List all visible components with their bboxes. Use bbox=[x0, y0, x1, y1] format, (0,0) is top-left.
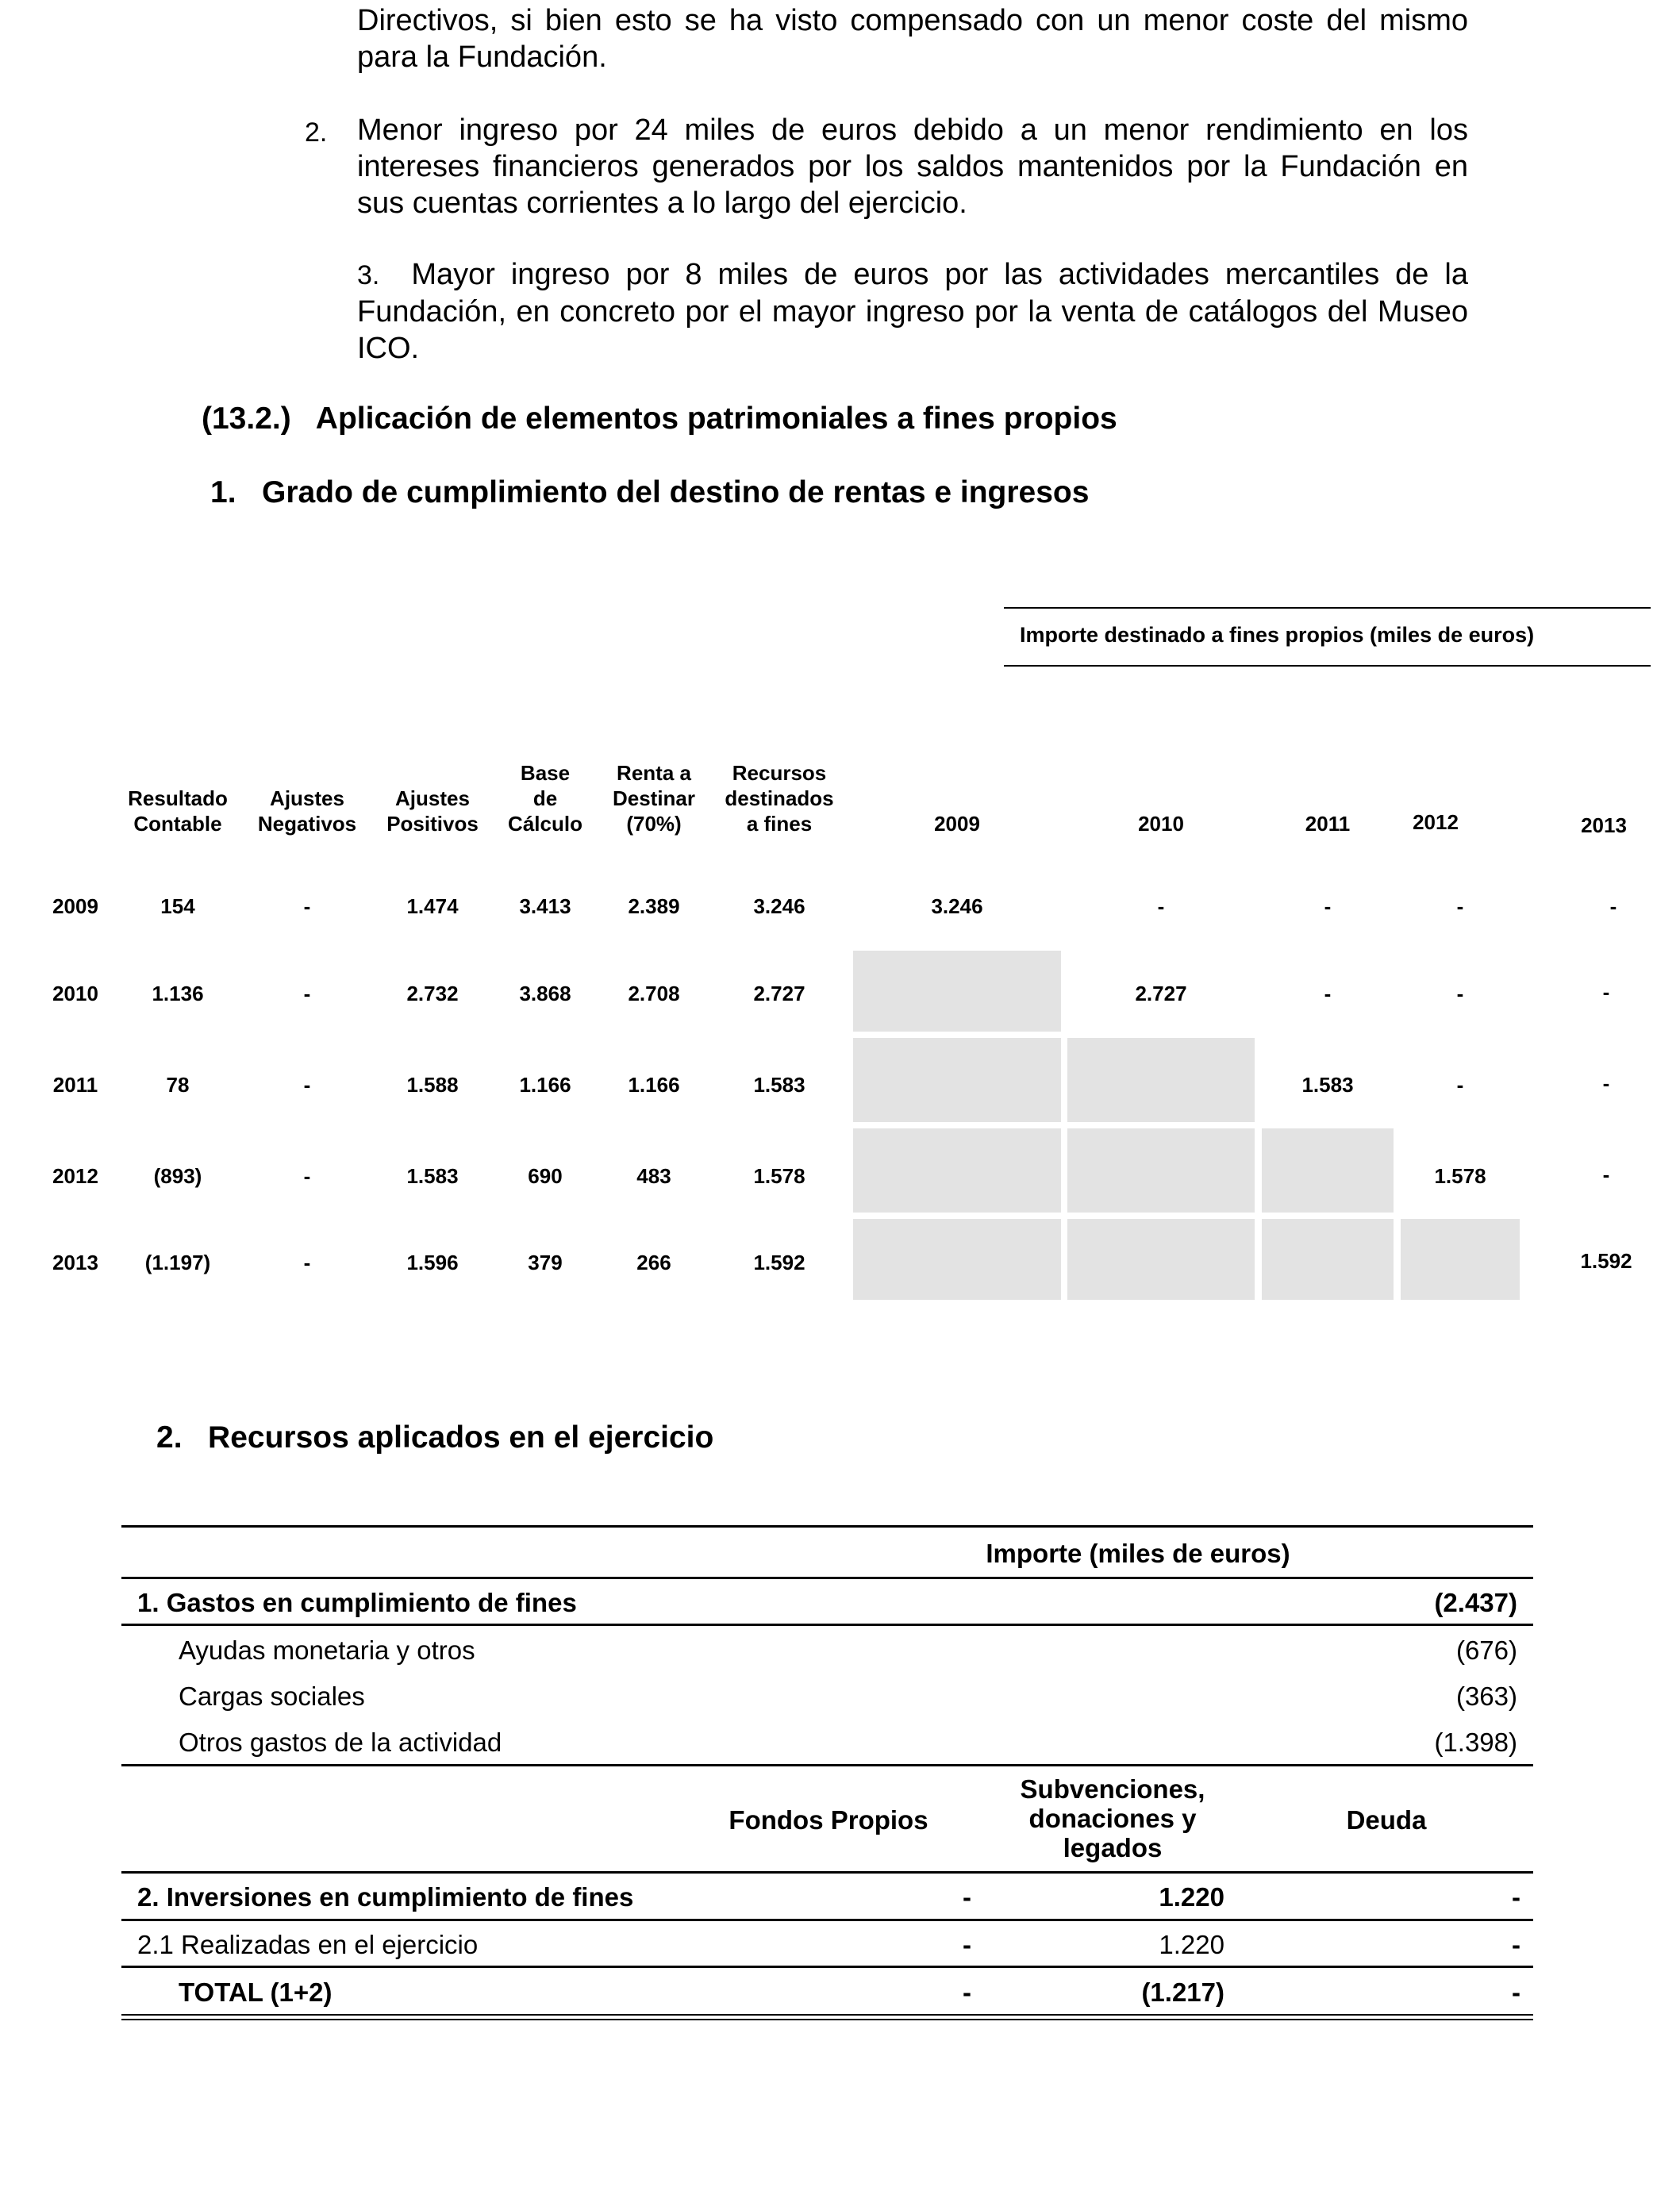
col-header-resultado: Resultado Contable bbox=[128, 786, 228, 836]
double-rule-bottom bbox=[121, 2019, 1533, 2020]
rule bbox=[121, 1624, 1533, 1626]
cell-2012: - bbox=[1456, 1073, 1464, 1097]
realizadas-fondos: - bbox=[963, 1930, 971, 1959]
cell-ajustes-negativos: - bbox=[303, 1073, 311, 1097]
row-year: 2010 bbox=[52, 982, 98, 1005]
col-header-renta-destinar: Renta a Destinar (70%) bbox=[612, 761, 696, 836]
cell-2012: - bbox=[1456, 982, 1464, 1005]
col-fondos-propios: Fondos Propios bbox=[729, 1805, 928, 1835]
intro-paragraph-continuation: Directivos, si bien esto se ha visto compensado con un menor coste del mismo para la Fundación. bbox=[357, 4, 1468, 74]
col-header-base-calculo: Base de Cálculo bbox=[508, 761, 582, 836]
empty-cell bbox=[1262, 1219, 1394, 1300]
cell-ajustes-negativos: - bbox=[303, 1251, 311, 1274]
cell-base: 3.413 bbox=[519, 894, 571, 918]
cell-base: 3.868 bbox=[519, 982, 571, 1005]
cell-resultado: (893) bbox=[153, 1164, 202, 1188]
gastos-label: 1. Gastos en cumplimiento de fines bbox=[137, 1588, 577, 1617]
importe-header: Importe (miles de euros) bbox=[986, 1539, 1290, 1568]
rule bbox=[121, 1764, 1533, 1766]
inversiones-label: 2. Inversiones en cumplimiento de fines bbox=[137, 1882, 634, 1912]
cell-recursos: 1.578 bbox=[753, 1164, 805, 1188]
realizadas-label: 2.1 Realizadas en el ejercicio bbox=[137, 1930, 479, 1959]
cell-recursos: 1.583 bbox=[753, 1073, 805, 1097]
group-header-top-rule bbox=[1004, 607, 1651, 609]
subsection-2-title: Recursos aplicados en el ejercicio bbox=[208, 1420, 714, 1455]
cell-2010: - bbox=[1157, 894, 1165, 918]
empty-cell bbox=[1067, 1219, 1255, 1300]
cell-2009: 3.246 bbox=[931, 894, 983, 918]
empty-cell bbox=[1262, 1128, 1394, 1213]
col-header-ajustes-positivos: Ajustes Positivos bbox=[386, 786, 479, 836]
list-item-3-text: Mayor ingreso por 8 miles de euros por las actividades mercantiles de la Fundación, en concreto por el mayor ingreso por la venta de catálogos del Museo ICO. bbox=[357, 258, 1468, 365]
cell-base: 379 bbox=[528, 1251, 563, 1274]
rule bbox=[121, 1577, 1533, 1579]
cell-ajustes-negativos: - bbox=[303, 982, 311, 1005]
cell-recursos: 2.727 bbox=[753, 982, 805, 1005]
cell-renta: 483 bbox=[636, 1164, 671, 1188]
empty-cell bbox=[1067, 1128, 1255, 1213]
cell-recursos: 1.592 bbox=[753, 1251, 805, 1274]
gastos-item-value: (363) bbox=[1455, 1682, 1517, 1711]
gastos-item-value: (1.398) bbox=[1434, 1728, 1517, 1757]
inversiones-deuda: - bbox=[1512, 1882, 1520, 1912]
cell-resultado: 78 bbox=[166, 1073, 190, 1097]
cell-renta: 266 bbox=[636, 1251, 671, 1274]
cell-ajustes-positivos: 1.583 bbox=[406, 1164, 459, 1188]
cell-ajustes-positivos: 1.596 bbox=[406, 1251, 459, 1274]
cell-ajustes-positivos: 1.588 bbox=[406, 1073, 459, 1097]
empty-cell bbox=[853, 1128, 1061, 1213]
cell-2013: - bbox=[1602, 1163, 1610, 1186]
cell-2013: - bbox=[1609, 894, 1617, 918]
group-header: Importe destinado a fines propios (miles de euros) bbox=[1020, 623, 1535, 647]
cell-base: 1.166 bbox=[519, 1073, 571, 1097]
gastos-item-label: Cargas sociales bbox=[179, 1682, 365, 1711]
gastos-value: (2.437) bbox=[1434, 1588, 1517, 1617]
section-heading bbox=[202, 402, 1117, 436]
realizadas-deuda: - bbox=[1512, 1930, 1520, 1959]
subsection-1-heading bbox=[210, 475, 1089, 510]
list-item-2-text: Menor ingreso por 24 miles de euros debido a un menor rendimiento en los intereses financieros generados por los saldos mantenidos por la Fundación en sus cuentas corrientes a lo largo del ejercicio. bbox=[357, 113, 1468, 220]
section-title: Aplicación de elementos patrimoniales a fines propios bbox=[315, 402, 1117, 436]
cell-2013: - bbox=[1602, 980, 1610, 1004]
col-header-2011: 2011 bbox=[1305, 812, 1351, 836]
double-rule-top bbox=[121, 2014, 1533, 2016]
cell-renta: 2.389 bbox=[628, 894, 680, 918]
cell-resultado: 1.136 bbox=[152, 982, 204, 1005]
cell-2013: 1.592 bbox=[1580, 1249, 1632, 1273]
row-year: 2013 bbox=[52, 1251, 98, 1274]
row-year: 2009 bbox=[52, 894, 98, 918]
inversiones-fondos: - bbox=[963, 1882, 971, 1912]
cell-resultado: 154 bbox=[160, 894, 195, 918]
table-top-rule bbox=[121, 1525, 1533, 1528]
realizadas-subvenciones: 1.220 bbox=[1159, 1930, 1224, 1959]
list-item-3 bbox=[357, 256, 1468, 367]
subsection-2-number: 2. bbox=[156, 1420, 183, 1455]
cell-ajustes-positivos: 2.732 bbox=[406, 982, 459, 1005]
gastos-item-label: Ayudas monetaria y otros bbox=[179, 1635, 475, 1665]
cell-ajustes-positivos: 1.474 bbox=[406, 894, 459, 918]
subsection-2-heading bbox=[156, 1420, 713, 1455]
col-header-2010: 2010 bbox=[1138, 812, 1184, 836]
cell-recursos: 3.246 bbox=[753, 894, 805, 918]
cell-2011: 1.583 bbox=[1301, 1073, 1354, 1097]
cell-ajustes-negativos: - bbox=[303, 894, 311, 918]
total-fondos: - bbox=[963, 1977, 971, 2007]
subsection-1-number: 1. bbox=[210, 475, 236, 509]
list-number-2: 2. bbox=[305, 117, 328, 148]
col-header-2012: 2012 bbox=[1413, 810, 1459, 834]
cell-ajustes-negativos: - bbox=[303, 1164, 311, 1188]
col-header-2009: 2009 bbox=[934, 812, 980, 836]
col-header-recursos-destinados: Recursos destinados a fines bbox=[725, 761, 834, 836]
gastos-item-value: (676) bbox=[1455, 1635, 1517, 1665]
cell-base: 690 bbox=[528, 1164, 563, 1188]
rule bbox=[121, 1966, 1533, 1968]
cell-renta: 2.708 bbox=[628, 982, 680, 1005]
col-header-ajustes-negativos: Ajustes Negativos bbox=[257, 786, 357, 836]
total-deuda: - bbox=[1512, 1977, 1520, 2007]
total-label: TOTAL (1+2) bbox=[179, 1977, 333, 2007]
cell-2012: 1.578 bbox=[1434, 1164, 1486, 1188]
cell-resultado: (1.197) bbox=[144, 1251, 211, 1274]
cell-2013: - bbox=[1602, 1071, 1610, 1095]
cell-2010: 2.727 bbox=[1135, 982, 1187, 1005]
row-year: 2011 bbox=[52, 1073, 98, 1097]
rule bbox=[121, 1871, 1533, 1874]
rule bbox=[121, 1919, 1533, 1921]
cell-2012: - bbox=[1456, 894, 1464, 918]
row-year: 2012 bbox=[52, 1164, 98, 1188]
empty-cell bbox=[853, 1219, 1061, 1300]
cell-2011: - bbox=[1324, 982, 1332, 1005]
list-number-3: 3. bbox=[357, 260, 380, 290]
empty-cell bbox=[853, 951, 1061, 1032]
col-subvenciones: Subvenciones, donaciones y legados bbox=[1020, 1774, 1205, 1862]
inversiones-subvenciones: 1.220 bbox=[1159, 1882, 1224, 1912]
empty-cell bbox=[1401, 1219, 1520, 1300]
col-header-2013: 2013 bbox=[1581, 813, 1627, 837]
cell-2011: - bbox=[1324, 894, 1332, 918]
empty-cell bbox=[1067, 1038, 1255, 1122]
total-subvenciones: (1.217) bbox=[1141, 1977, 1224, 2007]
cell-renta: 1.166 bbox=[628, 1073, 680, 1097]
empty-cell bbox=[853, 1038, 1061, 1122]
group-header-bottom-rule bbox=[1004, 665, 1651, 667]
section-number: (13.2.) bbox=[202, 402, 291, 436]
col-deuda: Deuda bbox=[1346, 1805, 1427, 1835]
gastos-item-label: Otros gastos de la actividad bbox=[179, 1728, 502, 1757]
subsection-1-title: Grado de cumplimiento del destino de rentas e ingresos bbox=[262, 475, 1090, 509]
